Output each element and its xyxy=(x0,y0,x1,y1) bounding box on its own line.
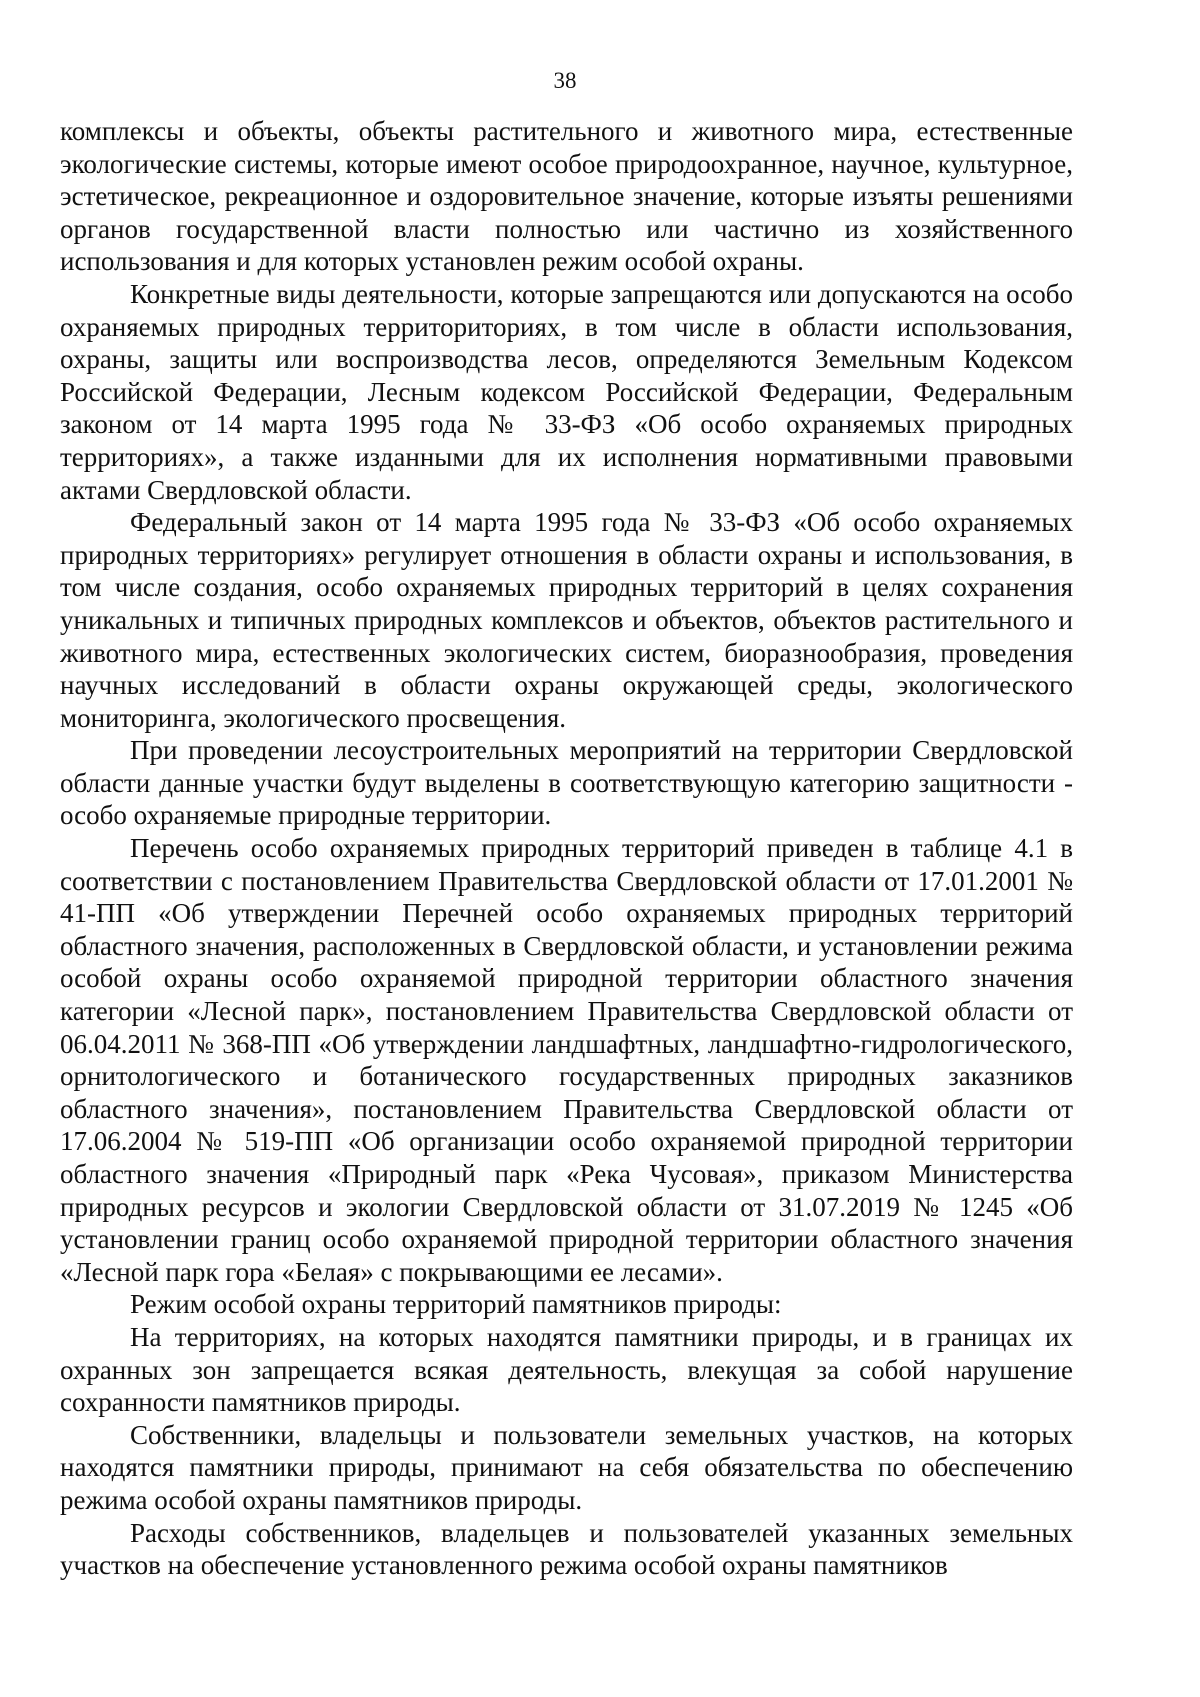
paragraph: При проведении лесоустроительных мероприятий на территории Свердловской области данные участки будут выделены в соответствующую категорию защитности - особо охраняемые природные территории. xyxy=(60,735,1073,831)
paragraph: Перечень особо охраняемых природных территорий приведен в таблице 4.1 в соответствии с постановлением Правительства Свердловской области от 17.01.2001 № 41-ПП «Об утверждении Перечней особо охраняемых природных территорий областного значения, расположенных в Свердловской области, и установлении режима особой охраны особо охраняемой природной территории областного значения категории «Лесной парк», постановлением Правительства Свердловской области от 06.04.2011 № 368-ПП «Об утверждении ландшафтных, ландшафтно-гидрологического, орнитологического и ботанического государственных природных заказников областного значения», постановлением Правительства Свердловской области от 17.06.2004 № 519-ПП «Об организации особо охраняемой природной территории областного значения «Природный парк «Река Чусовая», приказом Министерства природных ресурсов и экологии Свердловской области от 31.07.2019 № 1245 «Об установлении границ особо охраняемой природной территории областного значения «Лесной парк гора «Белая» с покрывающими ее лесами». xyxy=(60,833,1073,1287)
paragraph: комплексы и объекты, объекты растительного и животного мира, естественные экологические системы, которые имеют особое природоохранное, научное, культурное, эстетическое, рекреационное и оздоровительное значение, которые изъяты решениями органов государственной власти полностью или частично из хозяйственного использования и для которых установлен режим особой охраны. xyxy=(60,116,1073,277)
document-body xyxy=(60,115,1073,1582)
paragraph: Собственники, владельцы и пользователи земельных участков, на которых находятся памятники природы, принимают на себя обязательства по обеспечению режима особой охраны памятников природы. xyxy=(60,1419,1073,1515)
page-number: 38 xyxy=(553,68,577,93)
paragraph: Конкретные виды деятельности, которые запрещаются или допускаются на особо охраняемых природных территориториях, в том числе в области использования, охраны, защиты или воспроизводства лесов, определяются Земельным Кодексом Российской Федерации, Лесным кодексом Российской Федерации, Федеральным законом от 14 марта 1995 года № 33-ФЗ «Об особо охраняемых природных территориях», а также изданными для их исполнения нормативными правовыми актами Свердловской области. xyxy=(60,278,1073,505)
paragraph: Расходы собственников, владельцев и пользователей указанных земельных участков на обеспечение установленного режима особой охраны памятников xyxy=(60,1517,1073,1581)
paragraph: Режим особой охраны территорий памятников природы: xyxy=(130,1289,782,1320)
paragraph: Федеральный закон от 14 марта 1995 года № 33-ФЗ «Об особо охраняемых природных территориях» регулирует отношения в области охраны и использования, в том числе создания, особо охраняемых природных территорий в целях сохранения уникальных и типичных природных комплексов и объектов, объектов растительного и животного мира, естественных экологических систем, биоразнообразия, проведения научных исследований в области охраны окружающей среды, экологического мониторинга, экологического просвещения. xyxy=(60,507,1073,733)
paragraph: На территориях, на которых находятся памятники природы, и в границах их охранных зон запрещается всякая деятельность, влекущая за собой нарушение сохранности памятников природы. xyxy=(60,1321,1073,1418)
